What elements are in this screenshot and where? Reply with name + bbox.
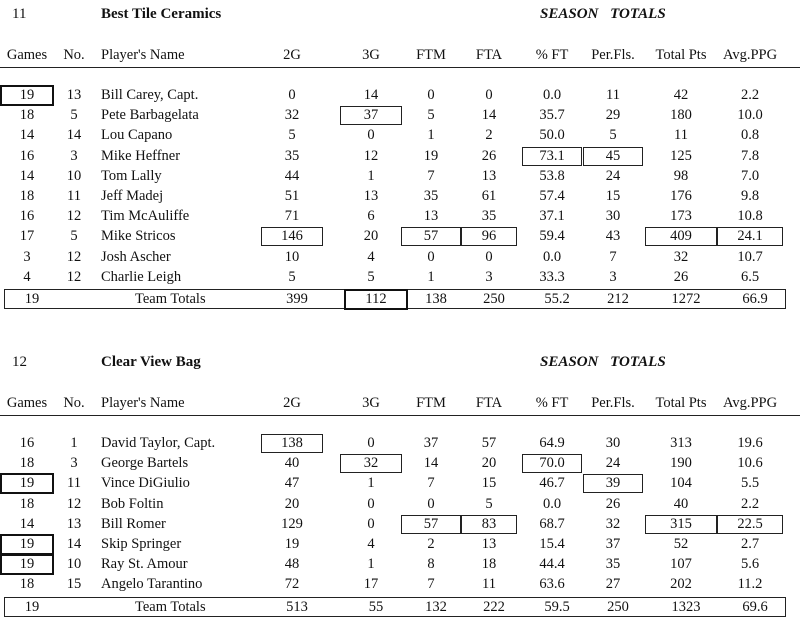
player-games: 16 <box>19 147 35 164</box>
player-number: 13 <box>66 87 82 103</box>
player-row <box>0 496 800 516</box>
player-pct-ft: 59.4 <box>539 228 565 245</box>
player-pct-ft: 68.7 <box>539 515 565 532</box>
header-name: Player's Name <box>101 395 185 411</box>
player-fta: 26 <box>481 147 497 164</box>
player-avg-ppg: 0.8 <box>740 127 760 144</box>
player-pct-ft: 73.1 <box>523 148 581 165</box>
player-per-fls: 45 <box>584 148 642 165</box>
player-2g: 5 <box>288 268 296 285</box>
player-row <box>0 269 800 289</box>
player-ftm: 37 <box>423 435 439 451</box>
player-avg-ppg: 10.0 <box>737 107 763 124</box>
totals-avg-ppg: 66.9 <box>742 291 768 307</box>
player-avg-ppg: 10.6 <box>737 455 763 472</box>
player-name: Pete Barbagelata <box>101 107 199 124</box>
player-name: Josh Ascher <box>101 248 171 265</box>
player-3g: 6 <box>367 208 375 225</box>
player-avg-ppg: 6.5 <box>740 268 760 285</box>
team-totals-row <box>4 597 786 617</box>
player-name: Mike Stricos <box>101 228 176 245</box>
player-avg-ppg: 5.5 <box>740 475 760 492</box>
player-ftm: 0 <box>427 495 435 512</box>
player-ftm: 13 <box>423 208 439 225</box>
player-fta: 13 <box>481 536 497 552</box>
player-games: 19 <box>2 87 52 104</box>
player-per-fls: 35 <box>605 556 621 573</box>
player-total-pts: 409 <box>646 228 716 245</box>
player-2g: 40 <box>284 455 300 472</box>
player-per-fls: 32 <box>605 515 621 532</box>
player-pct-ft: 15.4 <box>539 536 565 552</box>
player-per-fls: 7 <box>609 248 617 265</box>
player-avg-ppg: 5.6 <box>740 556 760 573</box>
player-name: Vince DiGiulio <box>101 475 190 492</box>
player-ftm: 8 <box>427 556 435 573</box>
player-per-fls: 5 <box>609 127 617 144</box>
header-pct-ft: % FT <box>535 47 569 63</box>
player-row <box>0 516 800 536</box>
player-fta: 61 <box>481 188 497 204</box>
header-2g: 2G <box>283 47 301 63</box>
header-ftm: FTM <box>416 395 446 411</box>
player-ftm: 1 <box>427 127 435 144</box>
player-number: 15 <box>66 576 82 593</box>
player-games: 19 <box>2 475 52 492</box>
player-fta: 5 <box>485 495 493 512</box>
player-2g: 20 <box>284 495 300 512</box>
player-row <box>0 249 800 269</box>
player-2g: 0 <box>288 87 296 103</box>
player-3g: 4 <box>367 536 375 552</box>
player-3g: 13 <box>363 188 379 204</box>
player-total-pts: 42 <box>673 87 689 103</box>
player-fta: 0 <box>485 248 493 265</box>
player-total-pts: 11 <box>674 127 688 144</box>
player-per-fls: 26 <box>605 495 621 512</box>
player-number: 12 <box>66 248 82 265</box>
header-2g: 2G <box>283 395 301 411</box>
player-3g: 17 <box>363 576 379 593</box>
player-3g: 32 <box>341 455 401 472</box>
player-per-fls: 37 <box>605 536 621 552</box>
team-name: Best Tile Ceramics <box>101 6 222 22</box>
totals-2g: 399 <box>286 291 308 307</box>
player-avg-ppg: 9.8 <box>740 188 760 204</box>
player-row <box>0 148 800 168</box>
header-per-fls: Per.Fls. <box>591 395 635 411</box>
player-pct-ft: 0.0 <box>542 87 562 103</box>
player-name: Ray St. Amour <box>101 556 188 573</box>
player-avg-ppg: 10.8 <box>737 208 763 225</box>
player-per-fls: 3 <box>609 268 617 285</box>
player-total-pts: 190 <box>670 455 692 472</box>
team-totals-row <box>4 289 786 309</box>
player-number: 1 <box>70 435 78 451</box>
player-name: Charlie Leigh <box>101 268 182 285</box>
totals-pct-ft: 59.5 <box>544 599 570 615</box>
column-header-row <box>0 47 800 68</box>
player-2g: 5 <box>288 127 296 144</box>
player-total-pts: 125 <box>670 147 692 164</box>
player-name: Angelo Tarantino <box>101 576 203 593</box>
player-per-fls: 15 <box>605 188 621 204</box>
player-number: 3 <box>70 147 78 164</box>
player-total-pts: 173 <box>670 208 692 225</box>
player-ftm: 19 <box>423 147 439 164</box>
column-header-row <box>0 395 800 416</box>
player-2g: 146 <box>262 228 322 245</box>
player-per-fls: 29 <box>605 107 621 124</box>
player-pct-ft: 64.9 <box>539 435 565 451</box>
player-3g: 0 <box>367 495 375 512</box>
player-per-fls: 39 <box>584 475 642 492</box>
player-number: 3 <box>70 455 78 472</box>
player-games: 4 <box>23 268 31 285</box>
header-3g: 3G <box>362 395 380 411</box>
player-ftm: 14 <box>423 455 439 472</box>
header-fta: FTA <box>475 47 503 63</box>
totals-pct-ft: 55.2 <box>544 291 570 307</box>
totals-fta: 250 <box>483 291 505 307</box>
player-pct-ft: 37.1 <box>539 208 565 225</box>
header-3g: 3G <box>362 47 380 63</box>
player-total-pts: 202 <box>670 576 692 593</box>
player-games: 14 <box>19 127 35 144</box>
player-games: 14 <box>19 515 35 532</box>
player-row <box>0 87 800 107</box>
player-2g: 47 <box>284 475 300 492</box>
player-per-fls: 30 <box>605 208 621 225</box>
player-3g: 37 <box>341 107 401 124</box>
player-row <box>0 475 800 495</box>
player-avg-ppg: 24.1 <box>718 228 782 245</box>
player-total-pts: 40 <box>673 495 689 512</box>
player-number: 11 <box>67 475 81 492</box>
header-per-fls: Per.Fls. <box>591 47 635 63</box>
player-2g: 71 <box>284 208 300 225</box>
header-games: Games <box>6 395 48 411</box>
totals-total-pts: 1323 <box>671 599 701 615</box>
player-number: 5 <box>70 107 78 124</box>
player-fta: 11 <box>482 576 496 593</box>
player-avg-ppg: 7.0 <box>740 167 760 184</box>
player-avg-ppg: 2.2 <box>740 87 760 103</box>
player-total-pts: 104 <box>670 475 692 492</box>
player-name: George Bartels <box>101 455 189 472</box>
header-no: No. <box>63 47 85 63</box>
player-games: 18 <box>19 107 35 124</box>
player-per-fls: 24 <box>605 455 621 472</box>
team-name: Clear View Bag <box>101 354 201 370</box>
totals-3g: 55 <box>368 599 384 615</box>
player-fta: 14 <box>481 107 497 124</box>
player-pct-ft: 70.0 <box>523 455 581 472</box>
player-ftm: 0 <box>427 248 435 265</box>
player-name: Bill Carey, Capt. <box>101 87 199 103</box>
player-3g: 0 <box>367 127 375 144</box>
totals-games: 19 <box>24 599 40 615</box>
player-pct-ft: 0.0 <box>542 248 562 265</box>
player-total-pts: 98 <box>673 167 689 184</box>
player-games: 3 <box>23 248 31 265</box>
header-games: Games <box>6 47 48 63</box>
player-fta: 15 <box>481 475 497 492</box>
player-number: 10 <box>66 167 82 184</box>
player-2g: 32 <box>284 107 300 124</box>
totals-ftm: 138 <box>425 291 447 307</box>
player-games: 14 <box>19 167 35 184</box>
player-ftm: 1 <box>427 268 435 285</box>
totals-label: Team Totals <box>135 599 206 615</box>
totals-2g: 513 <box>286 599 308 615</box>
player-row <box>0 455 800 475</box>
player-name: Tim McAuliffe <box>101 208 190 225</box>
player-pct-ft: 57.4 <box>539 188 565 204</box>
player-total-pts: 32 <box>673 248 689 265</box>
player-games: 17 <box>19 228 35 245</box>
player-games: 18 <box>19 455 35 472</box>
totals-label: Team Totals <box>135 291 206 307</box>
player-ftm: 0 <box>427 87 435 103</box>
player-number: 13 <box>66 515 82 532</box>
player-per-fls: 27 <box>605 576 621 593</box>
player-number: 10 <box>66 556 82 573</box>
totals-games: 19 <box>24 291 40 307</box>
player-avg-ppg: 10.7 <box>737 248 763 265</box>
player-total-pts: 26 <box>673 268 689 285</box>
player-total-pts: 107 <box>670 556 692 573</box>
player-row <box>0 168 800 188</box>
player-games: 16 <box>19 435 35 451</box>
totals-total-pts: 1272 <box>671 291 701 307</box>
header-total-pts: Total Pts <box>655 47 707 63</box>
player-games: 18 <box>19 188 35 204</box>
totals-3g: 112 <box>346 291 406 308</box>
player-2g: 72 <box>284 576 300 593</box>
player-pct-ft: 33.3 <box>539 268 565 285</box>
player-total-pts: 180 <box>670 107 692 124</box>
player-fta: 83 <box>462 516 516 533</box>
player-ftm: 5 <box>427 107 435 124</box>
player-row <box>0 556 800 576</box>
player-2g: 10 <box>284 248 300 265</box>
header-pct-ft: % FT <box>535 395 569 411</box>
player-ftm: 7 <box>427 576 435 593</box>
player-number: 12 <box>66 495 82 512</box>
totals-ftm: 132 <box>425 599 447 615</box>
player-avg-ppg: 22.5 <box>718 516 782 533</box>
player-pct-ft: 50.0 <box>539 127 565 144</box>
player-3g: 1 <box>367 475 375 492</box>
player-fta: 0 <box>485 87 493 103</box>
totals-per-fls: 212 <box>607 291 629 307</box>
player-pct-ft: 63.6 <box>539 576 565 593</box>
player-fta: 2 <box>485 127 493 144</box>
player-number: 14 <box>66 536 82 552</box>
player-fta: 35 <box>481 208 497 225</box>
player-games: 16 <box>19 208 35 225</box>
totals-per-fls: 250 <box>607 599 629 615</box>
totals-fta: 222 <box>483 599 505 615</box>
player-row <box>0 435 800 455</box>
player-per-fls: 30 <box>605 435 621 451</box>
player-3g: 0 <box>367 515 375 532</box>
team-number: 11 <box>12 6 27 22</box>
player-fta: 20 <box>481 455 497 472</box>
player-name: Bill Romer <box>101 515 166 532</box>
player-avg-ppg: 2.7 <box>740 536 760 552</box>
player-avg-ppg: 19.6 <box>737 435 763 451</box>
player-per-fls: 11 <box>606 87 620 103</box>
player-fta: 96 <box>462 228 516 245</box>
player-3g: 14 <box>363 87 379 103</box>
player-pct-ft: 53.8 <box>539 167 565 184</box>
player-name: Tom Lally <box>101 167 162 184</box>
player-row <box>0 208 800 228</box>
player-3g: 20 <box>363 228 379 245</box>
player-row <box>0 536 800 556</box>
player-games: 19 <box>2 556 52 573</box>
player-pct-ft: 35.7 <box>539 107 565 124</box>
player-games: 18 <box>19 576 35 593</box>
player-2g: 51 <box>284 188 300 204</box>
player-ftm: 57 <box>402 516 460 533</box>
player-3g: 4 <box>367 248 375 265</box>
player-name: Jeff Madej <box>101 188 164 204</box>
player-fta: 18 <box>481 556 497 573</box>
player-3g: 0 <box>367 435 375 451</box>
player-3g: 5 <box>367 268 375 285</box>
header-total-pts: Total Pts <box>655 395 707 411</box>
player-name: Bob Foltin <box>101 495 164 512</box>
player-name: Mike Heffner <box>101 147 181 164</box>
player-pct-ft: 0.0 <box>542 495 562 512</box>
player-ftm: 35 <box>423 188 439 204</box>
player-name: Lou Capano <box>101 127 173 144</box>
player-row <box>0 228 800 248</box>
player-avg-ppg: 7.8 <box>740 147 760 164</box>
team-number: 12 <box>12 354 27 370</box>
player-name: David Taylor, Capt. <box>101 435 216 451</box>
totals-avg-ppg: 69.6 <box>742 599 768 615</box>
player-row <box>0 188 800 208</box>
header-avg-ppg: Avg.PPG <box>722 395 778 411</box>
player-number: 5 <box>70 228 78 245</box>
player-games: 18 <box>19 495 35 512</box>
player-number: 12 <box>66 208 82 225</box>
player-name: Skip Springer <box>101 536 182 552</box>
player-3g: 1 <box>367 556 375 573</box>
player-2g: 48 <box>284 556 300 573</box>
header-name: Player's Name <box>101 47 185 63</box>
season-totals-label: SEASON TOTALS <box>540 354 666 370</box>
header-no: No. <box>63 395 85 411</box>
player-avg-ppg: 2.2 <box>740 495 760 512</box>
header-ftm: FTM <box>416 47 446 63</box>
player-total-pts: 313 <box>670 435 692 451</box>
player-number: 12 <box>66 268 82 285</box>
player-3g: 1 <box>367 167 375 184</box>
player-row <box>0 576 800 596</box>
player-per-fls: 43 <box>605 228 621 245</box>
player-fta: 3 <box>485 268 493 285</box>
player-number: 11 <box>67 188 81 204</box>
player-pct-ft: 46.7 <box>539 475 565 492</box>
player-2g: 44 <box>284 167 300 184</box>
player-per-fls: 24 <box>605 167 621 184</box>
player-row <box>0 127 800 147</box>
player-2g: 138 <box>262 435 322 452</box>
player-2g: 129 <box>281 515 303 532</box>
player-fta: 13 <box>481 167 497 184</box>
player-games: 19 <box>2 536 52 553</box>
player-total-pts: 176 <box>670 188 692 204</box>
header-avg-ppg: Avg.PPG <box>722 47 778 63</box>
player-fta: 57 <box>481 435 497 451</box>
player-avg-ppg: 11.2 <box>737 576 763 593</box>
player-pct-ft: 44.4 <box>539 556 565 573</box>
player-2g: 19 <box>284 536 300 552</box>
season-totals-label: SEASON TOTALS <box>540 6 666 22</box>
player-3g: 12 <box>363 147 379 164</box>
player-ftm: 2 <box>427 536 435 552</box>
player-total-pts: 52 <box>673 536 689 552</box>
player-number: 14 <box>66 127 82 144</box>
player-ftm: 57 <box>402 228 460 245</box>
player-ftm: 7 <box>427 475 435 492</box>
player-total-pts: 315 <box>646 516 716 533</box>
player-2g: 35 <box>284 147 300 164</box>
player-ftm: 7 <box>427 167 435 184</box>
header-fta: FTA <box>475 395 503 411</box>
player-row <box>0 107 800 127</box>
